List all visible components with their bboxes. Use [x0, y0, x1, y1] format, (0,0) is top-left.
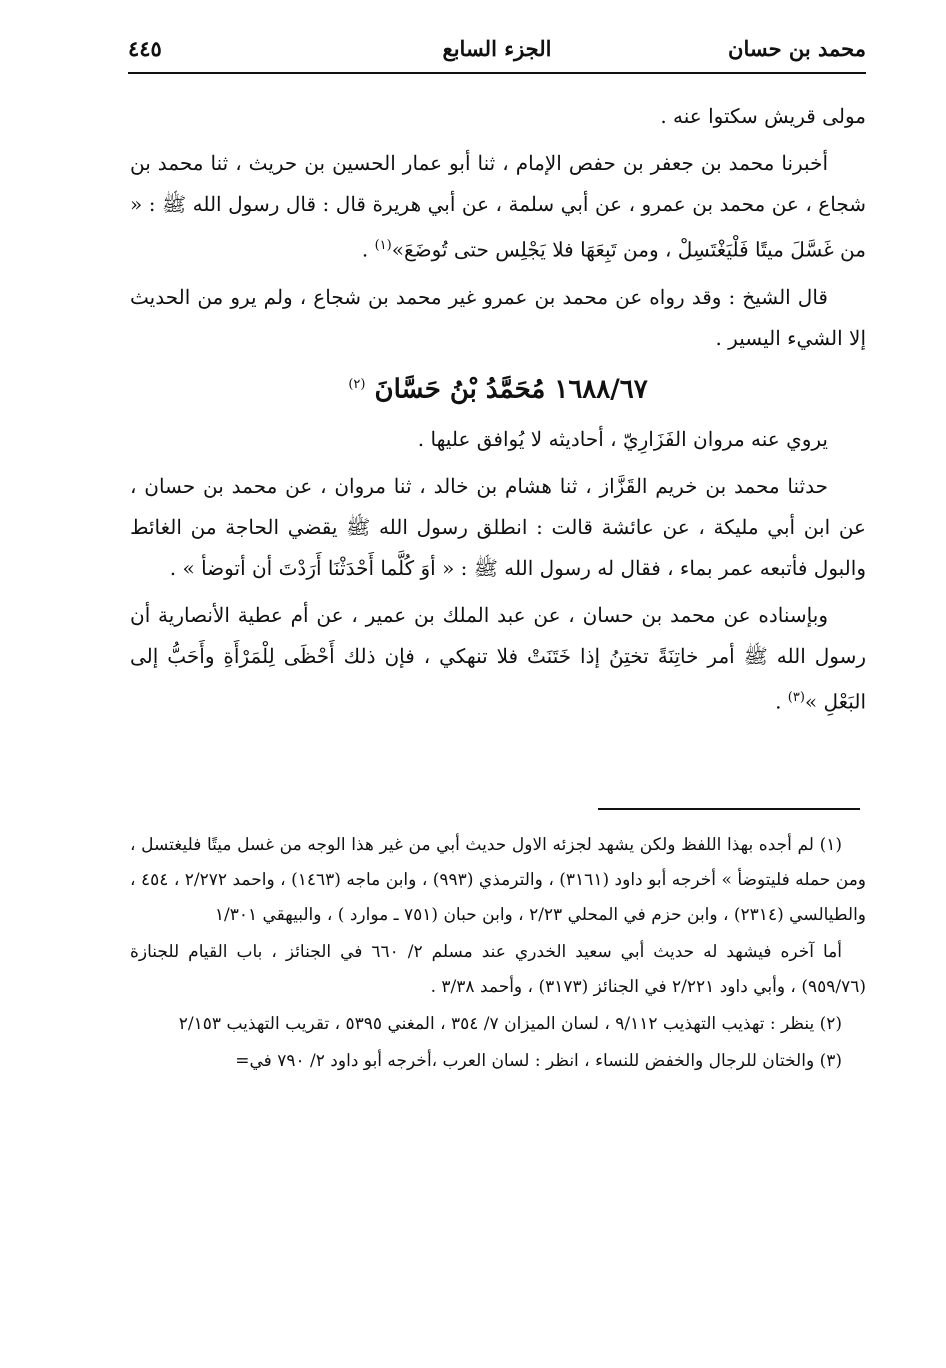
footnote-ref-3: (٣) [787, 690, 805, 706]
paragraph-1: مولى قريش سكتوا عنه . [660, 104, 866, 128]
footnote-ref-2: (٢) [348, 376, 366, 392]
header-divider [128, 72, 866, 74]
paragraph-6: وبإسناده عن محمد بن حسان ، عن عبد الملك بن عمير ، عن أم عطية الأنصارية أن رسول الله ﷺ أمر خاتِنَةً تختِنُ إذا خَتَنَتْ فلا تنهكي ، فإن ذلك أَحْظَى لِلْمَرْأَةِ وأَحَبُّ إلى البَعْلِ »$^{(٣)}$ . [130, 603, 866, 714]
entry-heading: ١٦٨٨/٦٧ مُحَمَّدُ بْنُ حَسَّانَ $^{(٢)}$ [348, 374, 648, 405]
header-volume: الجزء السابع [442, 36, 552, 61]
footnote-3: (٣) والختان للرجال والخفض للنساء ، انظر : لسان العرب ،أخرجه أبو داود ٢/ ٧٩٠ في= [235, 1051, 842, 1071]
footnote-1: (١) لم أجده بهذا اللفظ ولكن يشهد لجزئه الاول حديث أبي من غير هذا الوجه من غسل ميتًا فليغتسل ، ومن حمله فليتوضأ » أخرجه أبو داود (٣١٦١) ، والترمذي (٩٩٣) ، وابن ماجه (١٤٦٣) ، واحمد ٢/٢٧٢ ، ٤٥٤ ، والطيالسي (٢٣١٤) ، وابن حزم في المحلي ٢/٢٣ ، وابن حبان (٧٥١ ـ موارد ) ، والبيهقي ١/٣٠١ [130, 835, 867, 925]
page-number: ٤٤٥ [128, 36, 162, 61]
footnote-divider [598, 808, 860, 810]
running-header [128, 28, 866, 74]
footnotes [130, 828, 866, 1188]
footnote-1-continued: أما آخره فيشهد له حديث أبي سعيد الخدري عند مسلم ٢/ ٦٦٠ في الجنائز ، باب القيام للجنازة (٩٥٩/٧٦) ، وأبي داود ٢/٢٢١ في الجنائز (٣١٧٣) ، وأحمد ٣/٣٨ . [130, 942, 866, 997]
paragraph-2: أخبرنا محمد بن جعفر بن حفص الإمام ، ثنا أبو عمار الحسين بن حريث ، ثنا محمد بن شجاع ، عن محمد بن عمرو ، عن أبي سلمة ، عن أبي هريرة قال : قال رسول الله ﷺ : « من غَسَّلَ ميتًا فَلْيَغْتَسِلْ ، ومن تَبِعَهَا فلا يَجْلِس حتى تُوضَعَ»$^{(١)}$ . [130, 151, 866, 262]
paragraph-3: قال الشيخ : وقد رواه عن محمد بن عمرو غير محمد بن شجاع ، ولم يرو من الحديث إلا الشيء اليسير . [130, 284, 866, 350]
paragraph-4: يروي عنه مروان الفَزَارِيّ ، أحاديثه لا يُوافق عليها . [417, 427, 828, 452]
paragraph-5: حدثنا محمد بن خريم القَزَّاز ، ثنا هشام بن خالد ، ثنا مروان ، عن محمد بن حسان ، عن ابن أبي مليكة ، عن عائشة قالت : انطلق رسول الله ﷺ يقضي الحاجة من الغائط والبول فأتبعه عمر بماء ، فقال له رسول الله ﷺ : « أوَ كُلَّما أَحْدَثْنَا أَرَدْتَ أن أتوضأ » . [130, 474, 866, 581]
footnote-ref-1: (١) [374, 238, 392, 253]
header-entry-name: محمد بن حسان [728, 36, 866, 61]
footnote-2: (٢) ينظر : تهذيب التهذيب ٩/١١٢ ، لسان الميزان ٧/ ٣٥٤ ، المغني ٥٣٩٥ ، تقريب التهذيب ٢/١٥٣ [178, 1014, 842, 1034]
